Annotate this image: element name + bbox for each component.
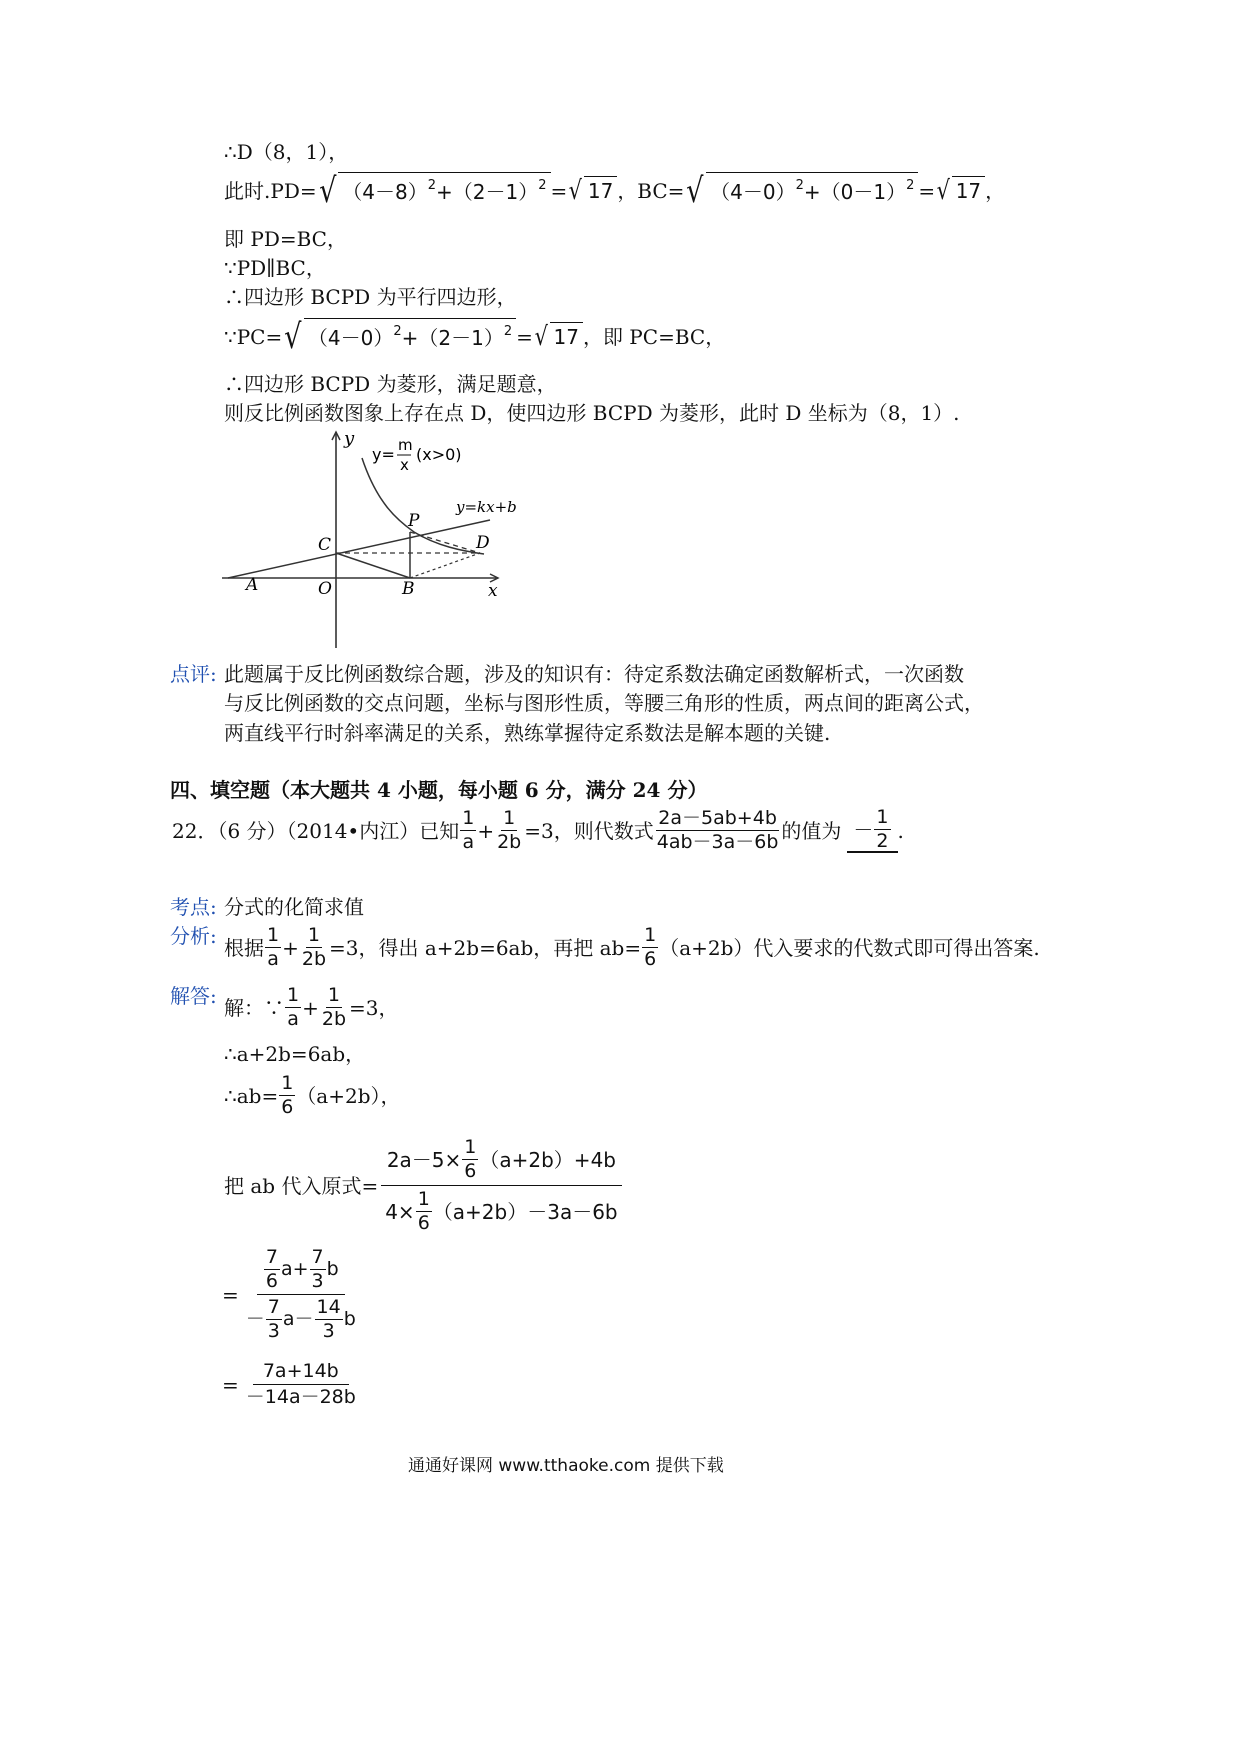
- fraction: $\frac{1}{6}$: [281, 1072, 294, 1118]
- fraction: $\frac{7}{3}$: [311, 1246, 324, 1292]
- fenxi-tag: 分析:: [170, 924, 217, 948]
- fraction: $\frac{2a-5ab+4b}{4ab-3a-6b}$: [656, 807, 779, 853]
- fraction: $\frac{14}{3}$: [316, 1296, 341, 1342]
- line-kx-b: [228, 520, 490, 578]
- footer-text: 通通好课网 www.tthaoke.com 提供下载: [408, 1456, 724, 1476]
- curve-label-den: x: [400, 456, 409, 474]
- fraction: $\frac{1}{6}$: [464, 1136, 477, 1182]
- fraction: $\frac{7a+14b}{-14a-28b}$: [245, 1360, 356, 1408]
- curve-label-num: m: [398, 436, 413, 454]
- bc-sqrt: √ $(4-0)^2+(0-1)^2$: [684, 172, 918, 210]
- kaodian-text: 分式的化简求值: [224, 895, 364, 919]
- fraction: $\frac{1}{2b}$: [321, 984, 347, 1030]
- review-line-3: 两直线平行时斜率满足的关系，熟练掌握待定系数法是解本题的关键.: [224, 721, 831, 745]
- fraction: $\frac{1}{6}$: [644, 924, 657, 970]
- line-parallelogram: ∴四边形 BCPD 为平行四边形，: [224, 285, 517, 309]
- pd-sqrt: √ $(4-8)^2+(2-1)^2$: [317, 172, 551, 210]
- answer-blank: － $\frac{1}{2}$: [847, 808, 897, 853]
- line-pc-distance: ∵PC= √ $(4-0)^2+(2-1)^2$ = √ 17 ，即 PC=BC，: [224, 317, 726, 357]
- line-d-coordinate: ∴D（8，1），: [224, 140, 349, 164]
- label-c: C: [318, 535, 332, 555]
- fraction: $\frac{1}{a}$: [267, 924, 280, 970]
- question-22: 22．（6 分）（2014•内江）已知 $\frac{1}{a}$ + $\frac{1}{2b}$ =3，则代数式 $\frac{2a-5ab+4b}{4ab-3a-6b}$ 的值为 － $\frac{1}{2}$ .: [172, 806, 904, 853]
- line-conclusion: 则反比例函数图象上存在点 D，使四边形 BCPD 为菱形，此时 D 坐标为（8，1）.: [224, 401, 960, 425]
- solution-step-1: 解：∵ $\frac{1}{a}$ + $\frac{1}{2b}$ =3，: [224, 984, 399, 1030]
- fraction: $\frac{1}{a}$: [462, 807, 475, 853]
- segment-bd-dashed: [410, 553, 480, 578]
- label-y: y: [344, 428, 355, 449]
- label-a: A: [246, 575, 259, 595]
- curve-label-prefix: y=: [372, 445, 395, 464]
- big-fraction: 2a－5× $\frac{1}{6}$ （a+2b）+4b 4× $\frac{1}{6}$ （a+2b）－3a－6b: [379, 1138, 623, 1233]
- fraction: $\frac{1}{2b}$: [301, 924, 327, 970]
- compound-fraction: $\frac{7}{6}$ a+ $\frac{7}{3}$ b － $\frac{7}{3}$ a－ $\frac{14}{3}$ b: [245, 1246, 356, 1342]
- line-rhombus: ∴四边形 BCPD 为菱形，满足题意，: [224, 372, 557, 396]
- kaodian-tag: 考点:: [170, 895, 217, 919]
- line-label: y=kx+b: [456, 498, 517, 516]
- label-p: P: [408, 511, 420, 531]
- label-d: D: [476, 533, 490, 553]
- label-x: x: [488, 581, 498, 601]
- line-pd-parallel-bc: ∵PD∥BC，: [224, 256, 326, 280]
- fraction: $\frac{1}{a}$: [287, 984, 300, 1030]
- fraction: $\frac{1}{6}$: [417, 1188, 430, 1234]
- line-pd-equals-bc: 即 PD=BC，: [224, 227, 347, 251]
- solution-step-4: 把 ab 代入原式= 2a－5× $\frac{1}{6}$ （a+2b）+4b 4× $\frac{1}{6}$ （a+2b）－3a－6b: [224, 1138, 625, 1233]
- solution-step-3: ∴ab= $\frac{1}{6}$ （a+2b），: [224, 1072, 401, 1118]
- solution-step-2: ∴a+2b=6ab，: [224, 1042, 366, 1066]
- sqrt-17: √ 17: [935, 176, 985, 206]
- sqrt-17: √ 17: [533, 322, 583, 352]
- sqrt-17: √ 17: [567, 176, 617, 206]
- review-line-1: 此题属于反比例函数综合题，涉及的知识有：待定系数法确定函数解析式，一次函数: [224, 662, 964, 686]
- section-heading: 四、填空题（本大题共 4 小题，每小题 6 分，满分 24 分）: [170, 778, 708, 802]
- answer-fraction: $\frac{1}{2}$: [876, 806, 889, 852]
- fraction: $\frac{7}{6}$: [265, 1246, 278, 1292]
- label-b: B: [402, 579, 415, 599]
- fraction: $\frac{7}{3}$: [267, 1296, 280, 1342]
- curve-label-cond: (x>0): [416, 445, 462, 464]
- function-graph-figure: [222, 428, 532, 652]
- review-tag: 点评:: [170, 662, 217, 686]
- segment-cb: [336, 553, 410, 578]
- fraction: $\frac{1}{2b}$: [497, 807, 522, 853]
- label-o: O: [318, 579, 332, 599]
- solution-step-5: = $\frac{7}{6}$ a+ $\frac{7}{3}$ b － $\frac{7}{3}$ a－ $\frac{14}{3}$ b: [222, 1248, 363, 1341]
- pd-label: 此时.PD=: [224, 179, 317, 203]
- segment-pd-dashed: [410, 532, 480, 553]
- solution-step-6: = $\frac{7a+14b}{-14a-28b}$: [222, 1362, 363, 1407]
- line-pd-bc-distance: 此时.PD= √ $(4-8)^2+(2-1)^2$ = √ 17 ，BC= √ $(4-0)^2+(0-1)^2$ = √ 17 ，: [224, 171, 1006, 211]
- pc-sqrt: √ $(4-0)^2+(2-1)^2$: [282, 318, 516, 356]
- jieda-tag: 解答:: [170, 984, 217, 1008]
- fenxi-text: 根据 $\frac{1}{a}$ + $\frac{1}{2b}$ =3，得出 a+2b=6ab，再把 ab= $\frac{1}{6}$ （a+2b）代入要求的代数式即可得出答案.: [224, 924, 1040, 970]
- review-line-2: 与反比例函数的交点问题，坐标与图形性质，等腰三角形的性质，两点间的距离公式，: [224, 691, 984, 715]
